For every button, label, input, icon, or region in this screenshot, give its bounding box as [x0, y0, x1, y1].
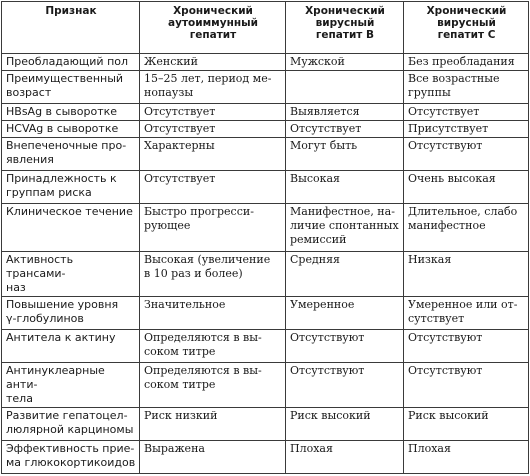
row-feature: Преимущественный возраст	[2, 71, 140, 104]
table-row	[2, 441, 529, 474]
table-row	[2, 171, 529, 204]
table-row	[2, 138, 529, 171]
cell-viral-c: Умеренное или от- сутствует	[404, 297, 529, 330]
table-row	[2, 252, 529, 297]
row-feature: Эффективность прие- ма глюкокортикоидов	[2, 441, 140, 474]
cell-autoimmune: 15–25 лет, период ме- нопаузы	[140, 71, 286, 104]
cell-viral-c: Присутствует	[404, 121, 529, 138]
cell-viral-b: Выявляется	[286, 104, 404, 121]
cell-viral-c: Риск высокий	[404, 408, 529, 441]
cell-viral-c: Низкая	[404, 252, 529, 297]
cell-viral-b: Отсутствует	[286, 121, 404, 138]
cell-autoimmune: Значительное	[140, 297, 286, 330]
header-row	[2, 2, 529, 54]
cell-autoimmune: Определяются в вы- соком титре	[140, 330, 286, 363]
cell-autoimmune: Отсутствует	[140, 171, 286, 204]
cell-autoimmune: Женский	[140, 54, 286, 71]
cell-viral-b	[286, 71, 404, 104]
cell-viral-b: Умеренное	[286, 297, 404, 330]
header-viral-hepatitis-c: Хронический вирусный гепатит C	[404, 2, 529, 54]
cell-viral-b: Плохая	[286, 441, 404, 474]
cell-viral-b: Мужской	[286, 54, 404, 71]
row-feature: Внепеченочные про- явления	[2, 138, 140, 171]
cell-viral-b: Отсутствуют	[286, 363, 404, 408]
cell-viral-b: Манифестное, на- личие спонтанных ремиссий	[286, 204, 404, 252]
cell-autoimmune: Определяются в вы- соком титре	[140, 363, 286, 408]
cell-autoimmune: Характерны	[140, 138, 286, 171]
cell-autoimmune: Быстро прогресси- рующее	[140, 204, 286, 252]
header-viral-hepatitis-b: Хронический вирусный гепатит B	[286, 2, 404, 54]
table-row	[2, 121, 529, 138]
cell-viral-c: Отсутствуют	[404, 363, 529, 408]
cell-autoimmune: Высокая (увеличение в 10 раз и более)	[140, 252, 286, 297]
table-row	[2, 297, 529, 330]
row-feature: Принадлежность к группам риска	[2, 171, 140, 204]
row-feature: Активность трансами- наз	[2, 252, 140, 297]
cell-viral-b: Средняя	[286, 252, 404, 297]
cell-viral-b: Могут быть	[286, 138, 404, 171]
row-feature: Антинуклеарные анти- тела	[2, 363, 140, 408]
row-feature: HBsAg в сыворотке	[2, 104, 140, 121]
row-feature: Развитие гепатоцел- люлярной карциномы	[2, 408, 140, 441]
cell-viral-b: Отсутствуют	[286, 330, 404, 363]
cell-viral-c: Все возрастные группы	[404, 71, 529, 104]
cell-viral-c: Отсутствуют	[404, 330, 529, 363]
table-row	[2, 408, 529, 441]
row-feature: Повышение уровня γ-глобулинов	[2, 297, 140, 330]
table-row	[2, 204, 529, 252]
header-autoimmune-hepatitis: Хронический аутоиммунный гепатит	[140, 2, 286, 54]
cell-viral-b: Риск высокий	[286, 408, 404, 441]
table-row	[2, 54, 529, 71]
cell-viral-c: Очень высокая	[404, 171, 529, 204]
row-feature: Антитела к актину	[2, 330, 140, 363]
table-row	[2, 71, 529, 104]
cell-autoimmune: Риск низкий	[140, 408, 286, 441]
cell-viral-b: Высокая	[286, 171, 404, 204]
cell-viral-c: Без преобладания	[404, 54, 529, 71]
table-row	[2, 104, 529, 121]
row-feature: Клиническое течение	[2, 204, 140, 252]
header-feature: Признак	[2, 2, 140, 54]
comparison-table	[1, 1, 529, 474]
cell-viral-c: Плохая	[404, 441, 529, 474]
cell-viral-c: Длительное, слабо манифестное	[404, 204, 529, 252]
row-feature: Преобладающий пол	[2, 54, 140, 71]
cell-autoimmune: Отсутствует	[140, 104, 286, 121]
row-feature: HCVAg в сыворотке	[2, 121, 140, 138]
table-row	[2, 330, 529, 363]
cell-autoimmune: Выражена	[140, 441, 286, 474]
cell-viral-c: Отсутствуют	[404, 138, 529, 171]
cell-autoimmune: Отсутствует	[140, 121, 286, 138]
cell-viral-c: Отсутствует	[404, 104, 529, 121]
table-row	[2, 363, 529, 408]
